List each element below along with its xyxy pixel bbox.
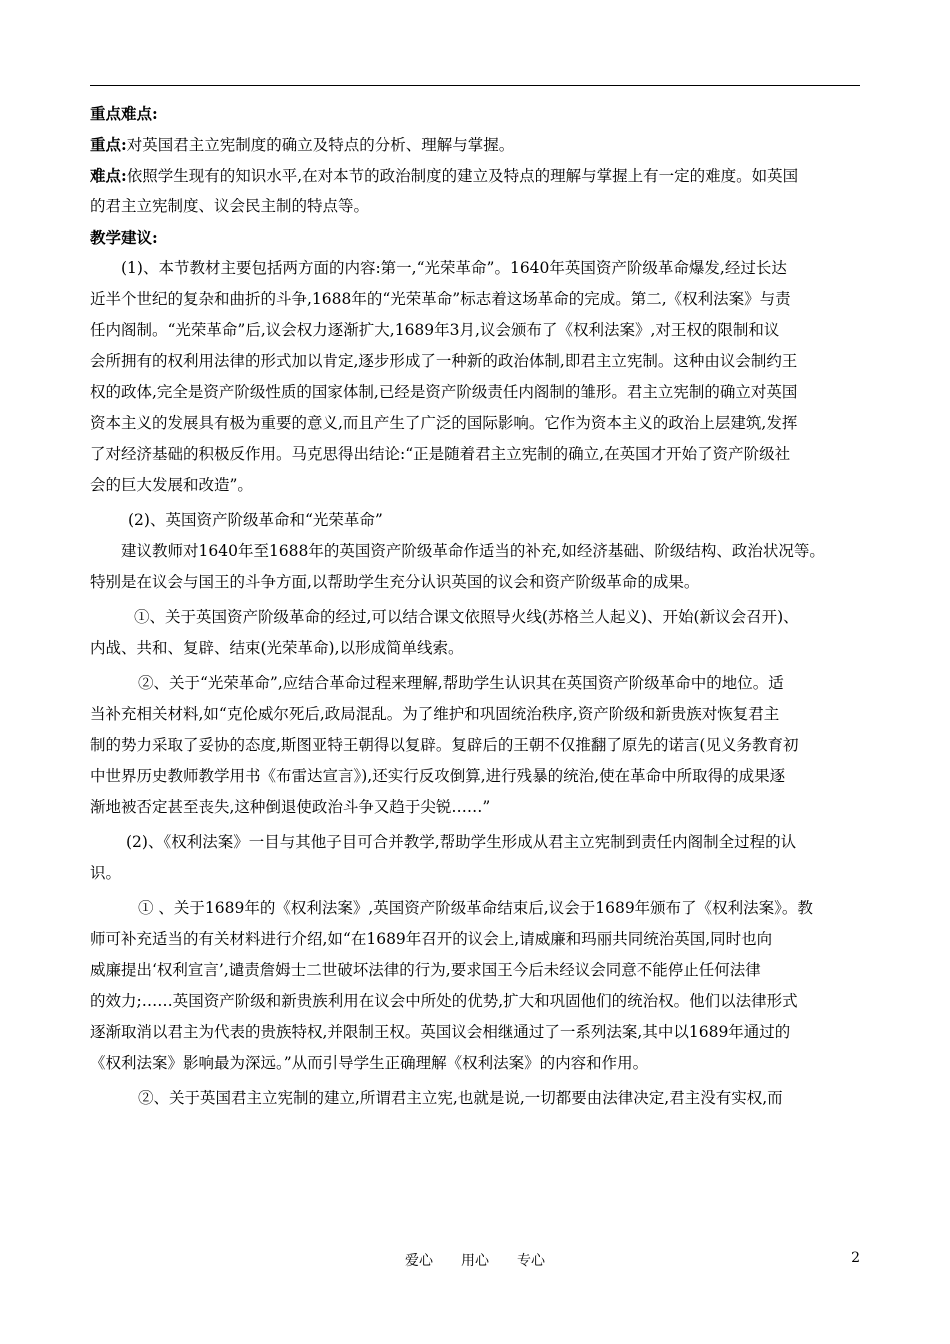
heading-key-points: 重点难点:: [90, 104, 158, 123]
difficulty-line: [90, 160, 860, 191]
p1-line: 权的政体,完全是资产阶级性质的国家体制,已经是资产阶级责任内阁制的雏形。君主立宪制的确立对英国: [90, 383, 798, 401]
p1-line: 任内阁制。“光荣革命”后,议会权力逐渐扩大,1689年3月,议会颁布了《权利法案》,对王权的限制和议: [90, 321, 780, 339]
p5-line: (2)、《权利法案》一目与其他子目可合并教学,帮助学生形成从君主立宪制到责任内阁制全过程的认: [126, 833, 797, 851]
p4-line: 当补充相关材料,如“克伦威尔死后,政局混乱。为了维护和巩固统治秩序,资产阶级和新贵族对恢复君主: [90, 705, 780, 723]
p1-line: 会的巨大发展和改造”。: [90, 476, 253, 494]
p2-heading: (2)、英国资产阶级革命和“光荣革命”: [128, 511, 383, 529]
p4-line: 中世界历史教师教学用书《布雷达宣言》),还实行反攻倒算,进行残暴的统治,使在革命中所取得的成果逐: [90, 767, 786, 785]
p2-line: 建议教师对1640年至1688年的英国资产阶级革命作适当的补充,如经济基础、阶级结构、政治状况等。: [121, 542, 825, 560]
p4-line: 渐地被否定甚至丧失,这种倒退使政治斗争又趋于尖锐……”: [90, 798, 491, 816]
p3-line: 内战、共和、复辟、结束(光荣革命),以形成简单线索。: [90, 639, 464, 657]
header-rule: [90, 85, 860, 86]
footer-motto: 爱心 用心 专心: [405, 1253, 545, 1269]
p1-line: 近半个世纪的复杂和曲折的斗争,1688年的“光荣革命”标志着这场革命的完成。第二,《权利法案》与责: [90, 290, 791, 308]
p1-line: 资本主义的发展具有极为重要的意义,而且产生了广泛的国际影响。它作为资本主义的政治上层建筑,发挥: [90, 414, 798, 432]
p4-line: 制的势力采取了妥协的态度,斯图亚特王朝得以复辟。复辟后的王朝不仅推翻了原先的诺言(见义务教育初: [90, 736, 799, 754]
p1-line: 了对经济基础的积极反作用。马克思得出结论:“正是随着君主立宪制的确立,在英国才开始了资产阶级社: [90, 445, 791, 463]
difficulty-text: 依照学生现有的知识水平,在对本节的政治制度的建立及特点的理解与掌握上有一定的难度。如英国: [126, 167, 799, 185]
p4-line: ②、关于“光荣革命”,应结合革命过程来理解,帮助学生认识其在英国资产阶级革命中的地位。适: [138, 674, 784, 692]
p6-line: 《权利法案》影响最为深远。”从而引导学生正确理解《权利法案》的内容和作用。: [90, 1054, 649, 1072]
p6-line: ① 、关于1689年的《权利法案》,英国资产阶级革命结束后,议会于1689年颁布了《权利法案》。教: [138, 899, 813, 917]
key-label: 重点:: [90, 135, 127, 154]
difficulty-label: 难点:: [90, 166, 127, 185]
p1-line: (1)、本节教材主要包括两方面的内容:第一,“光荣革命”。1640年英国资产阶级革命爆发,经过长达: [121, 259, 787, 277]
p2-line: 特别是在议会与国王的斗争方面,以帮助学生充分认识英国的议会和资产阶级革命的成果。: [90, 573, 700, 591]
document-body: [90, 98, 860, 1114]
page-number: 2: [851, 1250, 860, 1266]
p6-line: 逐渐取消以君主为代表的贵族特权,并限制王权。英国议会相继通过了一系列法案,其中以1689年通过的: [90, 1023, 791, 1041]
difficulty-line-2: 的君主立宪制度、议会民主制的特点等。: [90, 197, 370, 215]
p7-line: ②、关于英国君主立宪制的建立,所谓君主立宪,也就是说,一切都要由法律决定,君主没有实权,而: [138, 1089, 783, 1107]
p1-line: 会所拥有的权利用法律的形式加以肯定,逐步形成了一种新的政治体制,即君主立宪制。这种由议会制约王: [90, 352, 798, 370]
page-footer: [90, 1250, 860, 1270]
p3-line: ①、关于英国资产阶级革命的经过,可以结合课文依照导火线(苏格兰人起义)、开始(新议会召开)、: [134, 608, 799, 626]
heading-suggestions: 教学建议:: [90, 228, 158, 247]
key-text: 对英国君主立宪制度的确立及特点的分析、理解与掌握。: [126, 136, 515, 154]
p6-line: 威廉提出‘权利宣言’,谴责詹姆士二世破坏法律的行为,要求国王今后未经议会同意不能停止任何法律: [90, 961, 761, 979]
key-point-line: [90, 129, 860, 160]
p6-line: 的效力;……英国资产阶级和新贵族利用在议会中所处的优势,扩大和巩固他们的统治权。他们以法律形式: [90, 992, 798, 1010]
p5-line: 识。: [90, 864, 122, 882]
p6-line: 师可补充适当的有关材料进行介绍,如“在1689年召开的议会上,请威廉和玛丽共同统治英国,同时也向: [90, 930, 773, 948]
